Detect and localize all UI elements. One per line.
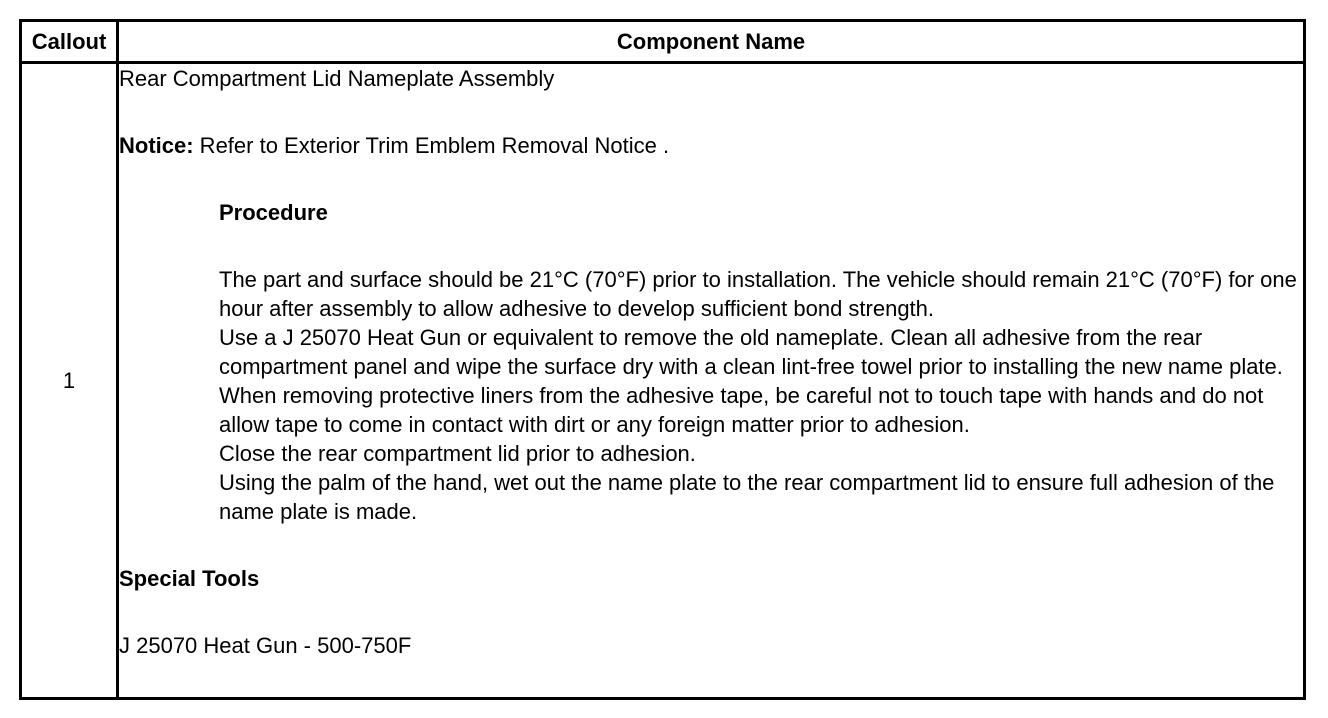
notice-label: Notice:	[119, 133, 194, 158]
notice-text: Refer to Exterior Trim Emblem Removal Notice .	[193, 133, 670, 158]
callout-header: Callout	[21, 21, 118, 63]
procedure-steps	[219, 265, 1303, 526]
procedure-heading: Procedure	[219, 200, 328, 225]
component-name-header: Component Name	[118, 21, 1305, 63]
procedure-step: Use a J 25070 Heat Gun or equivalent to remove the old nameplate. Clean all adhesive from the rear compartment panel and wipe the surface dry with a clean lint-free towel prior to installing the new name plate.	[219, 325, 1283, 379]
procedure-step: The part and surface should be 21°C (70°F) prior to installation. The vehicle should remain 21°C (70°F) for one hour after assembly to allow adhesive to develop sufficient bond strength.	[219, 267, 1297, 321]
notice	[119, 131, 1303, 160]
component-cell	[118, 63, 1305, 699]
callout-number: 1	[21, 63, 118, 699]
table-row	[21, 63, 1305, 699]
component-title: Rear Compartment Lid Nameplate Assembly	[119, 66, 555, 91]
procedure-step: Using the palm of the hand, wet out the name plate to the rear compartment lid to ensure full adhesion of the name plate is made.	[219, 470, 1275, 524]
special-tools-heading: Special Tools	[119, 566, 260, 591]
component-table	[19, 19, 1306, 700]
header-row	[21, 21, 1305, 63]
special-tool-item: J 25070 Heat Gun - 500-750F	[119, 633, 412, 658]
procedure-section	[219, 198, 1303, 526]
procedure-step: Close the rear compartment lid prior to adhesion.	[219, 441, 696, 466]
procedure-step: When removing protective liners from the adhesive tape, be careful not to touch tape with hands and do not allow tape to come in contact with dirt or any foreign matter prior to adhesion.	[219, 383, 1264, 437]
